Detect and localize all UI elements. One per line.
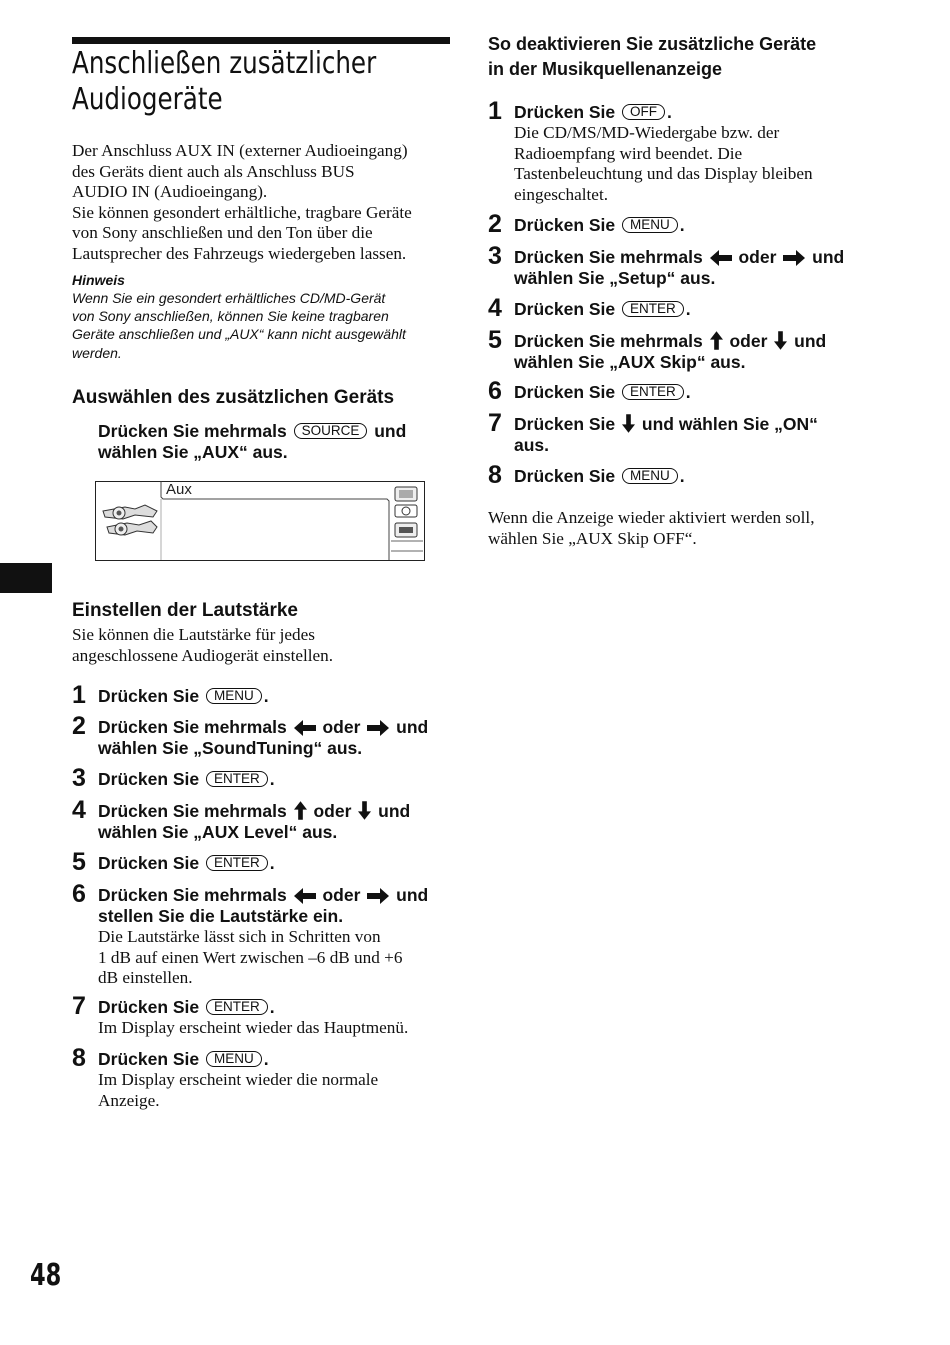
step-number: 3 — [72, 764, 86, 792]
outro-line: Wenn die Anzeige wieder aktiviert werden soll, — [488, 508, 815, 527]
select-post-text: und — [374, 421, 407, 441]
arrow-down-icon — [358, 801, 371, 820]
step-detail: Radioempfang wird beendet. Die — [514, 143, 743, 163]
step-text: Drücken Sie mehrmals — [514, 247, 703, 267]
key-enter: ENTER — [206, 855, 268, 871]
volume-intro — [72, 625, 462, 666]
step-text: . — [679, 466, 685, 486]
arrow-down-icon — [774, 331, 787, 350]
step-detail: eingeschaltet. — [514, 184, 609, 204]
section-tab-marker — [0, 563, 52, 593]
step-text: . — [263, 1049, 269, 1069]
step-text: Drücken Sie mehrmals — [98, 801, 287, 821]
page-title — [72, 46, 384, 118]
arrow-left-icon — [710, 250, 732, 266]
key-enter: ENTER — [622, 384, 684, 400]
deactivate-heading-line: in der Musikquellenanzeige — [488, 58, 723, 79]
step-text: . — [263, 686, 269, 706]
step-line-2: aus. — [514, 435, 550, 455]
step-number: 2 — [488, 210, 502, 238]
step-number: 1 — [72, 681, 86, 709]
step-detail: Die Lautstärke lässt sich in Schritten von — [98, 927, 381, 946]
step-text: . — [667, 102, 672, 122]
aux-display-illustration — [95, 481, 425, 561]
step-line-2: wählen Sie „Setup“ aus. — [514, 268, 716, 288]
step-text: oder — [322, 885, 361, 905]
step-detail: Im Display erscheint wieder die normale — [98, 1070, 379, 1089]
step-text: und — [794, 331, 827, 351]
step-number: 7 — [72, 992, 86, 1020]
step-number: 8 — [488, 461, 502, 489]
volume-intro-line: Sie können die Lautstärke für jedes — [72, 625, 315, 644]
intro-line: Lautsprecher des Fahrzeugs wiedergeben lassen. — [72, 243, 407, 263]
step-text: . — [685, 299, 691, 319]
step-text: und — [378, 801, 411, 821]
step-text: . — [685, 382, 691, 402]
arrow-right-icon — [367, 888, 389, 904]
key-menu: MENU — [622, 468, 678, 484]
note-line: werden. — [72, 344, 122, 361]
step-text: . — [269, 853, 275, 873]
step-text: . — [679, 215, 685, 235]
outro-line: wählen Sie „AUX Skip OFF“. — [488, 528, 697, 548]
page-number: 48 — [30, 1258, 62, 1293]
page-title-line-2: Audiogeräte — [72, 82, 223, 117]
display-source-label: Aux — [166, 481, 192, 498]
source-key: SOURCE — [294, 423, 368, 439]
step-number: 5 — [72, 848, 86, 876]
step-detail: Im Display erscheint wieder das Hauptmenü. — [98, 1018, 409, 1037]
step-line-2: wählen Sie „AUX Skip“ aus. — [514, 352, 746, 372]
arrow-right-icon — [783, 250, 805, 266]
step-text: oder — [313, 801, 352, 821]
step-text: und — [396, 885, 429, 905]
page-title-line-1: Anschließen zusätzlicher — [72, 46, 377, 81]
step-text: Drücken Sie — [98, 769, 200, 789]
arrow-left-icon — [294, 888, 316, 904]
step-text: . — [269, 997, 275, 1017]
title-rule — [72, 37, 450, 44]
step-number: 6 — [488, 377, 502, 405]
step-text: Drücken Sie mehrmals — [514, 331, 703, 351]
intro-text — [72, 141, 462, 265]
step-text: Drücken Sie — [514, 382, 616, 402]
step-detail: dB einstellen. — [98, 968, 193, 988]
intro-line: AUDIO IN (Audioeingang). — [72, 182, 268, 202]
step-line-2: wählen Sie „SoundTuning“ aus. — [98, 738, 363, 758]
step-number: 8 — [72, 1044, 86, 1072]
step-text: Drücken Sie mehrmals — [98, 885, 287, 905]
arrow-right-icon — [367, 720, 389, 736]
step-number: 2 — [72, 712, 86, 740]
intro-line: Sie können gesondert erhältliche, tragbare Geräte — [72, 202, 412, 222]
intro-line: von Sony anschließen und den Ton über die — [72, 223, 373, 243]
key-enter: ENTER — [622, 301, 684, 317]
step-number: 6 — [72, 880, 86, 908]
note-block — [72, 272, 462, 362]
select-pre-text: Drücken Sie mehrmals — [98, 421, 287, 441]
step-text: . — [269, 769, 275, 789]
note-heading: Hinweis — [72, 272, 125, 288]
key-menu: MENU — [622, 217, 678, 233]
step-line-2: stellen Sie die Lautstärke ein. — [98, 906, 344, 926]
note-line: von Sony anschließen, können Sie keine tragbaren — [72, 308, 389, 325]
step-line-2: wählen Sie „AUX Level“ aus. — [98, 822, 338, 842]
step-number: 4 — [488, 294, 502, 322]
step-text: Drücken Sie — [98, 997, 200, 1017]
step-text: Drücken Sie — [514, 466, 616, 486]
intro-line: des Geräts dient auch als Anschluss BUS — [72, 161, 355, 181]
note-line: Wenn Sie ein gesondert erhältliches CD/MD-Gerät — [72, 290, 386, 306]
step-number: 4 — [72, 796, 86, 824]
step-detail: 1 dB auf einen Wert zwischen –6 dB und +6 — [98, 947, 403, 967]
deactivate-outro — [488, 508, 908, 549]
step-text: und — [812, 247, 845, 267]
step-text: Drücken Sie — [98, 1049, 200, 1069]
step-text: Drücken Sie — [514, 102, 616, 122]
step-detail: Anzeige. — [98, 1090, 160, 1110]
key-menu: MENU — [206, 688, 262, 704]
step-number: 7 — [488, 409, 502, 437]
select-instruction — [98, 421, 458, 463]
arrow-up-icon — [710, 331, 723, 350]
key-enter: ENTER — [206, 999, 268, 1015]
step-text: oder — [738, 247, 777, 267]
key-enter: ENTER — [206, 771, 268, 787]
step-text: Drücken Sie — [514, 215, 616, 235]
step-text: Drücken Sie mehrmals — [98, 717, 287, 737]
step-text: oder — [729, 331, 768, 351]
step-detail: Tastenbeleuchtung und das Display bleiben — [514, 164, 813, 184]
arrow-up-icon — [294, 801, 307, 820]
intro-line: Der Anschluss AUX IN (externer Audioeingang) — [72, 141, 408, 160]
step-number: 3 — [488, 242, 502, 270]
step-number: 5 — [488, 326, 502, 354]
key-menu: MENU — [206, 1051, 262, 1067]
step-text: Drücken Sie — [514, 299, 616, 319]
select-line-2: wählen Sie „AUX“ aus. — [98, 442, 288, 462]
arrow-down-icon — [622, 414, 635, 433]
step-text: und — [396, 717, 429, 737]
key-off: OFF — [622, 104, 665, 120]
volume-heading: Einstellen der Lautstärke — [72, 600, 298, 621]
step-number: 1 — [488, 97, 502, 125]
step-text: Drücken Sie — [98, 853, 200, 873]
note-line: Geräte anschließen und „AUX“ kann nicht ausgewählt — [72, 326, 406, 343]
step-text: oder — [322, 717, 361, 737]
select-heading: Auswählen des zusätzlichen Geräts — [72, 387, 395, 408]
step-text: Drücken Sie — [514, 414, 616, 434]
step-text: und wählen Sie „ON“ — [641, 414, 818, 434]
step-text: Drücken Sie — [98, 686, 200, 706]
arrow-left-icon — [294, 720, 316, 736]
deactivate-heading — [488, 32, 908, 81]
volume-intro-line: angeschlossene Audiogerät einstellen. — [72, 645, 334, 665]
step-detail: Die CD/MS/MD-Wiedergabe bzw. der — [514, 123, 780, 142]
deactivate-heading-line: So deaktivieren Sie zusätzliche Geräte — [488, 34, 817, 54]
